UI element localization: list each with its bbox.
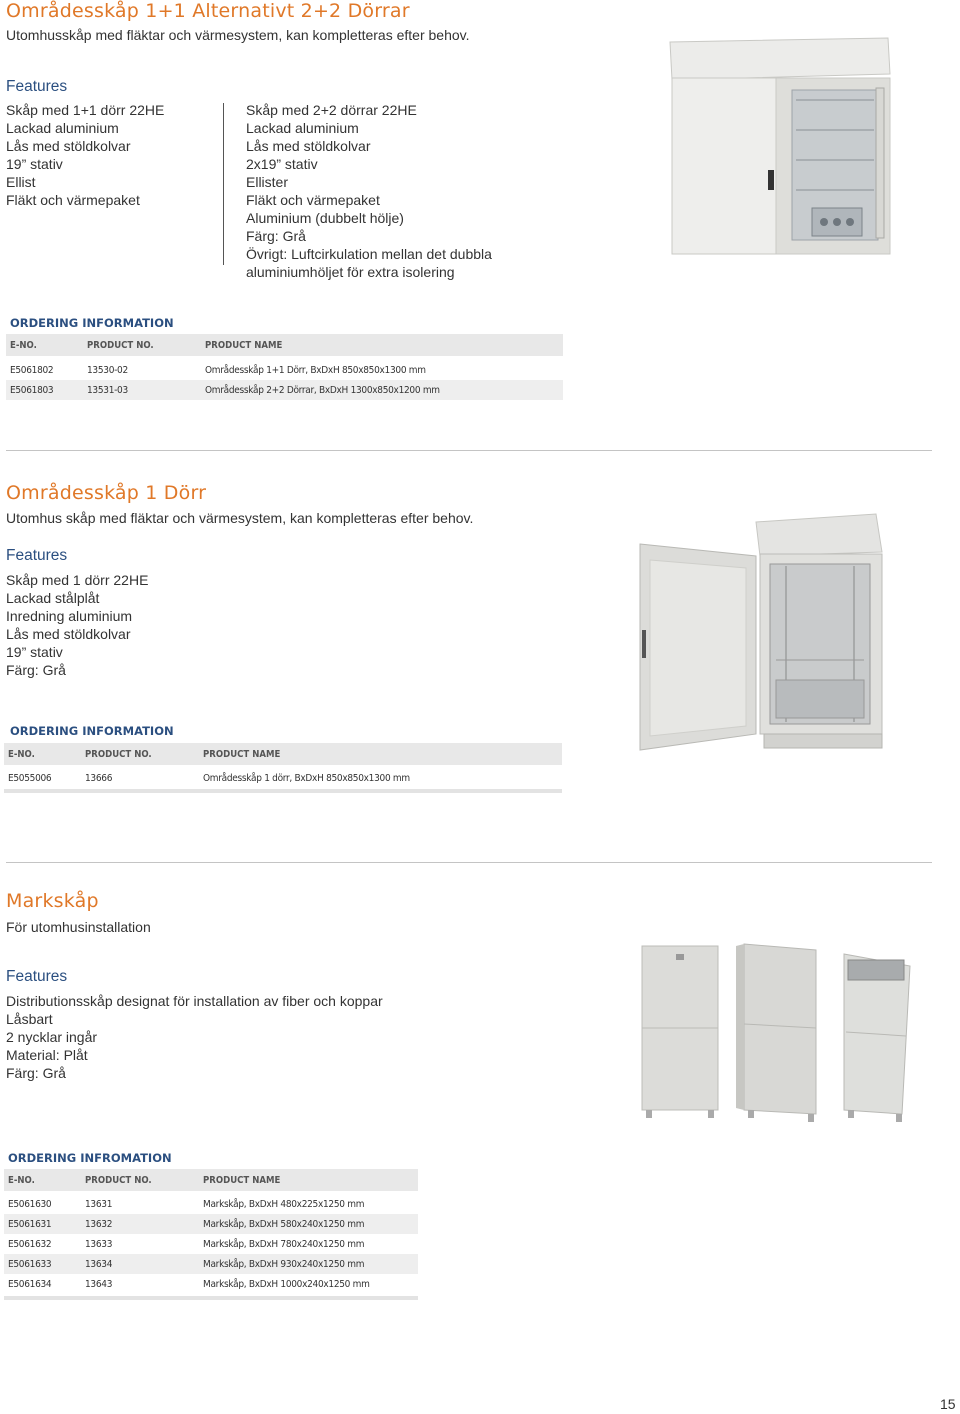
- table-row: [4, 1274, 418, 1294]
- feature-item: Inredning aluminium: [6, 608, 133, 624]
- product-image-cabinet-1plus1: [636, 30, 932, 274]
- feature-item: Lås med stöldkolvar: [6, 626, 131, 642]
- cell-product-name: Markskåp, BxDxH 1000x240x1250 mm: [203, 1278, 370, 1290]
- feature-item: Lackad aluminium: [6, 120, 119, 136]
- feature-item: Skåp med 1 dörr 22HE: [6, 572, 149, 588]
- section1-subtitle: Utomhusskåp med fläktar och värmesystem, kan kompletteras efter behov.: [6, 27, 470, 43]
- column-divider: [223, 103, 224, 265]
- col-product-name: PRODUCT NAME: [199, 743, 562, 765]
- table-header-row: [4, 1169, 418, 1191]
- col-product-no: PRODUCT NO.: [81, 743, 199, 765]
- section2-ordering-heading: ORDERING INFORMATION: [10, 724, 174, 738]
- cell-e-no: E5061634: [8, 1278, 52, 1290]
- product-image-markskap: [632, 924, 930, 1144]
- cell-product-name: Områdesskåp 1 dörr, BxDxH 850x850x1300 mm: [203, 772, 410, 784]
- section1-features-col1: [6, 101, 164, 209]
- feature-item: 19” stativ: [6, 644, 63, 660]
- table-end-bar: [4, 789, 562, 793]
- cell-product-no: 13643: [85, 1278, 113, 1290]
- table-header-row: [6, 334, 563, 356]
- section1-title: Områdesskåp 1+1 Alternativt 2+2 Dörrar: [6, 0, 410, 22]
- section3-ordering-table: [4, 1169, 418, 1294]
- feature-item: Fläkt och värmepaket: [246, 192, 380, 208]
- section3-title: Markskåp: [6, 890, 99, 912]
- cell-e-no: E5055006: [8, 772, 52, 784]
- product-image-cabinet-1-door: [636, 500, 932, 780]
- table-end-bar: [4, 1296, 418, 1300]
- cell-product-name: Markskåp, BxDxH 780x240x1250 mm: [203, 1238, 365, 1250]
- feature-item: Färg: Grå: [246, 228, 306, 244]
- feature-item: aluminiumhöljet för extra isolering: [246, 264, 455, 280]
- section3-features-heading: Features: [6, 968, 68, 985]
- cell-e-no: E5061632: [8, 1238, 52, 1250]
- table-row: [6, 360, 563, 380]
- cell-e-no: E5061631: [4, 1214, 81, 1234]
- col-e-no: E-NO.: [4, 743, 81, 765]
- feature-item: Skåp med 2+2 dörrar 22HE: [246, 102, 417, 118]
- feature-item: Övrigt: Luftcirkulation mellan det dubbla: [246, 246, 492, 262]
- cell-product-name: Markskåp, BxDxH 480x225x1250 mm: [203, 1198, 365, 1210]
- feature-item: Aluminium (dubbelt hölje): [246, 210, 404, 226]
- cell-product-name: Markskåp, BxDxH 580x240x1250 mm: [199, 1214, 418, 1234]
- feature-item: Ellister: [246, 174, 289, 190]
- cell-product-no: 13530-02: [87, 364, 128, 376]
- section-divider: [6, 450, 932, 451]
- col-e-no: E-NO.: [4, 1169, 81, 1191]
- cell-e-no: E5061630: [8, 1198, 52, 1210]
- feature-item: 2 nycklar ingår: [6, 1029, 98, 1045]
- section3-features: [6, 992, 383, 1082]
- table-row: [4, 1254, 418, 1274]
- section1-ordering-heading: ORDERING INFORMATION: [10, 316, 174, 330]
- cell-e-no: E5061633: [4, 1254, 81, 1274]
- feature-item: Lås med stöldkolvar: [246, 138, 371, 154]
- feature-item: Ellist: [6, 174, 36, 190]
- section2-subtitle: Utomhus skåp med fläktar och värmesystem, kan kompletteras efter behov.: [6, 510, 474, 526]
- section2-ordering-table: [4, 743, 562, 788]
- cell-product-name: Områdesskåp 1+1 Dörr, BxDxH 850x850x1300 mm: [205, 364, 426, 376]
- col-product-no: PRODUCT NO.: [81, 1169, 199, 1191]
- feature-item: Lackad aluminium: [246, 120, 359, 136]
- feature-item: Fläkt och värmepaket: [6, 192, 140, 208]
- cell-product-no: 13634: [81, 1254, 199, 1274]
- cell-product-no: 13633: [85, 1238, 113, 1250]
- cell-e-no: E5061803: [6, 380, 83, 400]
- cell-product-no: 13531-03: [83, 380, 201, 400]
- section-divider: [6, 862, 932, 863]
- col-product-name: PRODUCT NAME: [199, 1169, 418, 1191]
- feature-item: 19” stativ: [6, 156, 63, 172]
- feature-item: Lås med stöldkolvar: [6, 138, 131, 154]
- cell-product-no: 13666: [85, 772, 113, 784]
- page-number: 15: [940, 1396, 956, 1412]
- section1-ordering-table: [6, 334, 563, 400]
- feature-item: Färg: Grå: [6, 1065, 66, 1081]
- section1-features-col2: [246, 101, 492, 281]
- table-row: [4, 1194, 418, 1214]
- col-product-name: PRODUCT NAME: [201, 334, 563, 356]
- feature-item: Låsbart: [6, 1011, 53, 1027]
- feature-item: Skåp med 1+1 dörr 22HE: [6, 102, 165, 118]
- section3-subtitle: För utomhusinstallation: [6, 919, 151, 935]
- table-header-row: [4, 743, 562, 765]
- cell-product-no: 13632: [81, 1214, 199, 1234]
- feature-item: 2x19” stativ: [246, 156, 318, 172]
- section3-ordering-heading: ORDERING INFROMATION: [8, 1151, 172, 1165]
- feature-item: Lackad stålplåt: [6, 590, 100, 606]
- feature-item: Distributionsskåp designat för installation av fiber och koppar: [6, 993, 383, 1009]
- section2-features-heading: Features: [6, 547, 68, 564]
- feature-item: Färg: Grå: [6, 662, 66, 678]
- feature-item: Material: Plåt: [6, 1047, 88, 1063]
- col-e-no: E-NO.: [6, 334, 83, 356]
- section2-features: [6, 571, 148, 679]
- table-row: [4, 1234, 418, 1254]
- cell-product-name: Områdesskåp 2+2 Dörrar, BxDxH 1300x850x1200 mm: [201, 380, 563, 400]
- cell-product-name: Markskåp, BxDxH 930x240x1250 mm: [199, 1254, 418, 1274]
- cell-product-no: 13631: [85, 1198, 113, 1210]
- table-row: [4, 768, 562, 788]
- cell-e-no: E5061802: [10, 364, 54, 376]
- section2-title: Områdesskåp 1 Dörr: [6, 482, 207, 504]
- col-product-no: PRODUCT NO.: [83, 334, 201, 356]
- table-row: [6, 380, 563, 400]
- section1-features-heading: Features: [6, 78, 68, 95]
- table-row: [4, 1214, 418, 1234]
